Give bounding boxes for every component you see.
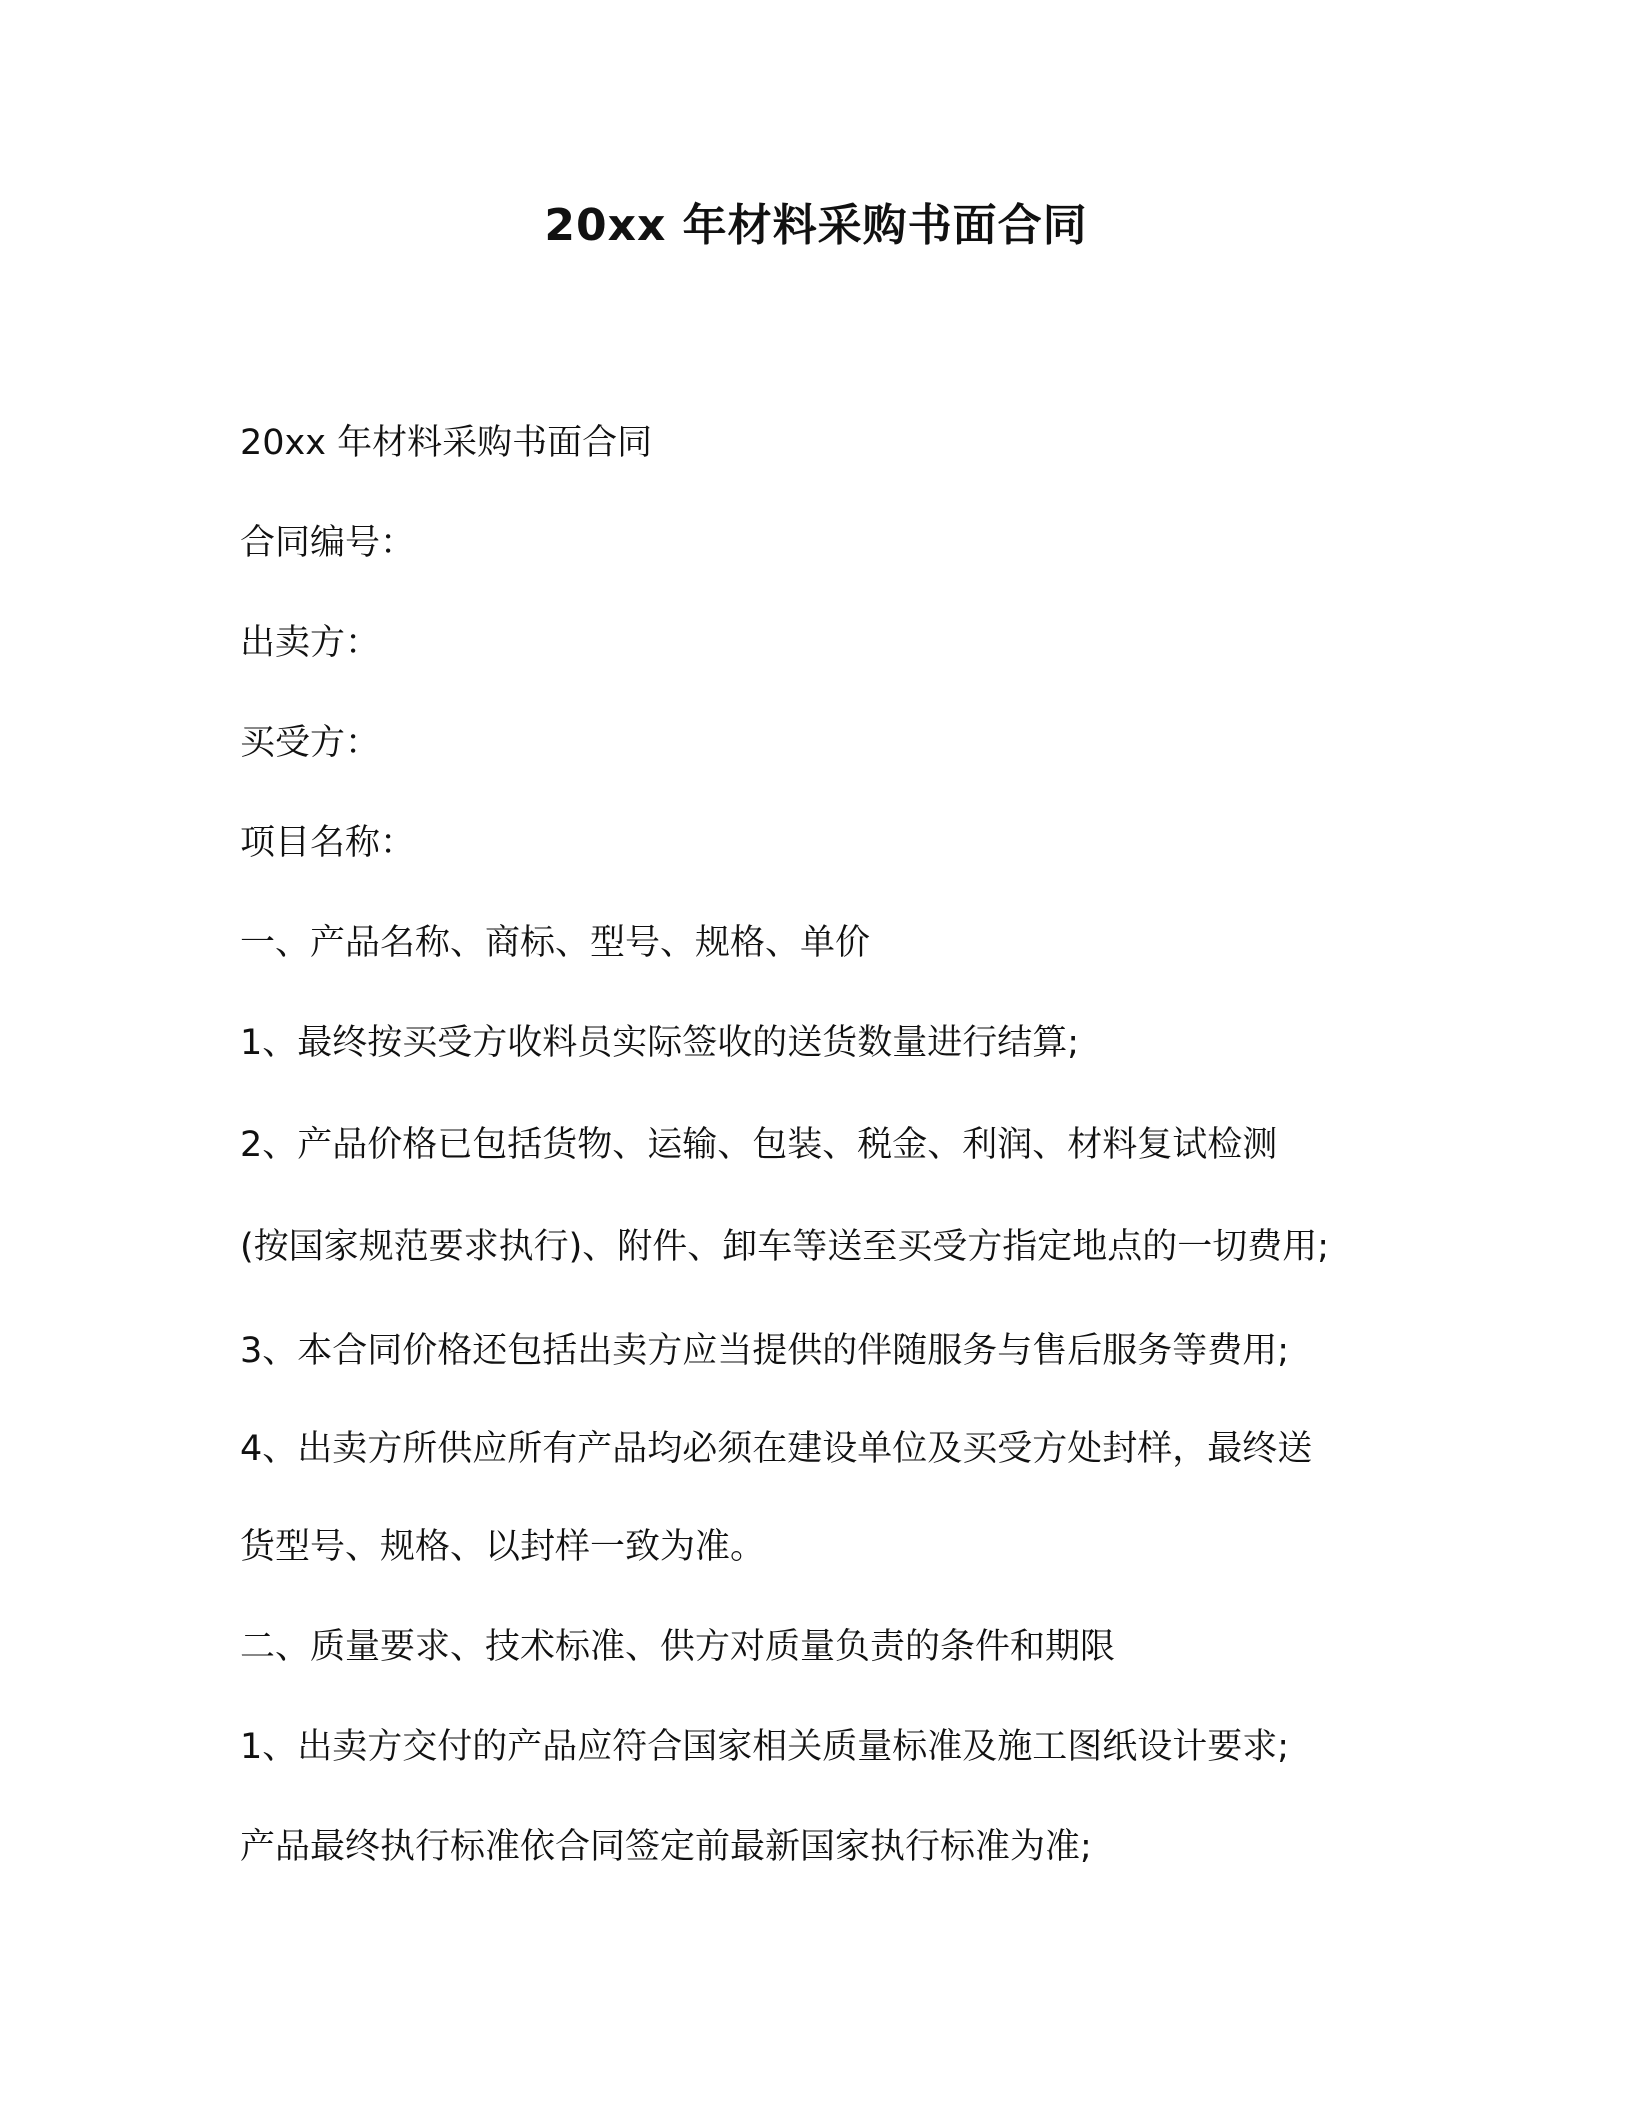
section-two-item-1: 1、出卖方交付的产品应符合国家相关质量标准及施工图纸设计要求; [240, 1727, 1290, 1767]
section-one-item-1: 1、最终按买受方收料员实际签收的送货数量进行结算; [240, 1023, 1080, 1063]
document-title: 20xx 年材料采购书面合同 [544, 200, 1088, 251]
section-one-item-3: 3、本合同价格还包括出卖方应当提供的伴随服务与售后服务等费用; [240, 1331, 1290, 1371]
buyer-line: 买受方： [240, 723, 381, 763]
section-two-heading: 二、质量要求、技术标准、供方对质量负责的条件和期限 [240, 1627, 1116, 1667]
seller-line: 出卖方： [240, 623, 381, 663]
section-one-item-2-continued: (按国家规范要求执行)、附件、卸车等送至买受方指定地点的一切费用; [240, 1227, 1330, 1267]
section-one-item-4: 4、出卖方所供应所有产品均必须在建设单位及买受方处封样，最终送 [240, 1429, 1313, 1469]
section-one-item-4-continued: 货型号、规格、以封样一致为准。 [240, 1527, 766, 1567]
section-one-item-2: 2、产品价格已包括货物、运输、包装、税金、利润、材料复试检测 [240, 1125, 1278, 1165]
section-one-heading: 一、产品名称、商标、型号、规格、单价 [240, 923, 871, 963]
project-name-line: 项目名称： [240, 823, 416, 863]
contract-number-line: 合同编号： [240, 523, 416, 563]
section-two-item-1-continued: 产品最终执行标准依合同签定前最新国家执行标准为准; [240, 1827, 1092, 1867]
contract-heading-line: 20xx 年材料采购书面合同 [240, 423, 653, 463]
